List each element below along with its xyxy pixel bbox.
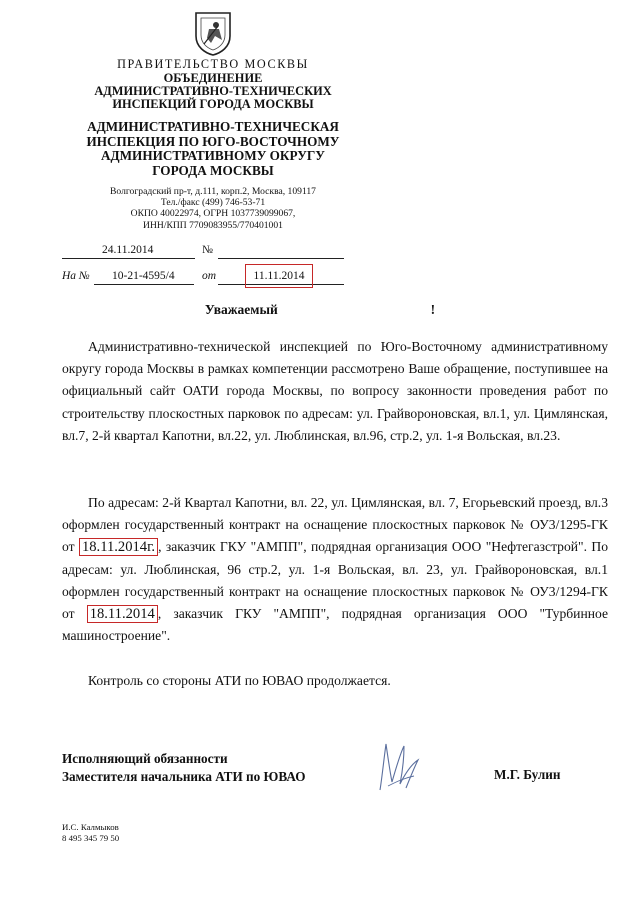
ref-number: 10-21-4595/4 xyxy=(112,270,175,282)
inspection-line: ИНСПЕКЦИЯ ПО ЮГО-ВОСТОЧНОМУ xyxy=(86,133,340,149)
ref-date: 11.11.2014 xyxy=(245,264,313,288)
contract-date-1295: 18.11.2014г. xyxy=(79,538,158,556)
association-line: АДМИНИСТРАТИВНО-ТЕХНИЧЕСКИХ xyxy=(94,84,332,98)
ref-number-field xyxy=(94,271,194,285)
handwritten-signature-icon xyxy=(370,738,430,800)
address-block xyxy=(70,186,356,231)
ref-from-label: от xyxy=(202,270,217,282)
number-field xyxy=(218,245,344,259)
inspection-line: АДМИНИСТРАТИВНОМУ ОКРУГУ xyxy=(101,148,325,164)
paragraph-2: По адресам: 2-й Квартал Капотни, вл. 22, ул. Цимлянская, вл. 7, Егорьевский проезд, вл.3 оформлен государственный контракт на оснащение плоскостных парковок № ОУ3/1295-ГК от 18.11.2014г. , заказчик ГКУ "АМПП", подрядная организация ООО "Нефтегазстрой". По адресам: ул. Люблинская, 96 стр.2, ул. 1-я Вольская, вл. 23, ул. Грайвороновская, вл.1 оформлен государственный контракт на оснащение плоскостных парковок № ОУ3/1294-ГК от 18.11.2014 , заказчик ГКУ "АМПП", подрядная организация ООО "Турбинное машиностроение". xyxy=(62,495,609,644)
contract-date-1294: 18.11.2014 xyxy=(87,605,158,623)
inspection-line: АДМИНИСТРАТИВНО-ТЕХНИЧЕСКАЯ xyxy=(87,119,339,134)
association-line: ИНСПЕКЦИЙ ГОРОДА МОСКВЫ xyxy=(112,97,314,111)
address-line: ИНН/КПП 7709083955/770401001 xyxy=(143,219,283,231)
executor-name: И.С. Калмыков xyxy=(62,822,119,832)
moscow-coat-of-arms-icon xyxy=(192,10,234,56)
address-line: Волгоградский пр-т, д.111, корп.2, Москва, 109117 xyxy=(110,186,316,197)
number-label: № xyxy=(202,244,213,256)
ref-label: На № xyxy=(62,270,90,282)
signatory-title xyxy=(62,750,305,785)
paragraph-2-part-a: По адресам: 2-й Квартал Капотни, вл. 22, ул. Цимлянская, вл. 7, Егорьевский проезд, вл.3 оформлен государственный контракт на оснащение плоскостных парковок № ОУ3/1295-ГК от xyxy=(62,495,608,555)
paragraph-3 xyxy=(62,670,608,692)
greeting-exclamation: ! xyxy=(430,302,436,317)
government-title: ПРАВИТЕЛЬСТВО МОСКВЫ xyxy=(117,57,309,71)
signatory-line: Исполняющий обязанности xyxy=(62,751,228,766)
executor-block xyxy=(62,822,119,844)
greeting-text: Уважаемый xyxy=(204,302,278,317)
executor-phone: 8 495 345 79 50 xyxy=(62,833,120,843)
signer-name: М.Г. Булин xyxy=(494,767,561,782)
paragraph-2-part-b: заказчик ГКУ "АМПП", подрядная организация ООО "Нефтегазстрой". По адресам: ул. Люблинская, 96 стр.2, ул. 1-я Вольская, вл. 23, ул. Грайвороновская, вл.1 оформлен государственный контракт на оснащение плоскостных парковок № ОУ3/1294-ГК от xyxy=(62,539,608,622)
paragraph-1 xyxy=(62,336,608,447)
letter-date: 24.11.2014 xyxy=(102,244,154,256)
date-field xyxy=(62,245,195,259)
paragraph-2-part-c: , заказчик ГКУ "АМПП", подрядная организация ООО "Турбинное машиностроение". xyxy=(62,606,609,644)
inspection-name xyxy=(70,120,356,178)
paragraph-3-text: Контроль со стороны АТИ по ЮВАО продолжается. xyxy=(88,673,391,688)
greeting xyxy=(60,302,580,318)
signatory-line: Заместителя начальника АТИ по ЮВАО xyxy=(62,768,306,784)
address-line: ОКПО 40022974, ОГРН 1037739099067, xyxy=(130,208,296,220)
inspection-line: ГОРОДА МОСКВЫ xyxy=(152,162,274,178)
paragraph-1-text: Административно-технической инспекцией по Юго-Восточному административному округу города Москвы в рамках компетенции рассмотрено Ваше обращение, поступившее на официальный сайт ОАТИ города Москвы, по вопросу законности проведения работ по строительству плоскостных парковок по адресам: ул. Грайвороновская, вл.1, ул. Цимлянская, вл.7, 2-й квартал Капотни, вл.22, ул. Люблинская, вл.96, стр.2, ул. 1-я Вольская, вл.23. xyxy=(62,339,608,443)
association-line: ОБЪЕДИНЕНИЕ xyxy=(163,71,263,85)
address-line: Тел./факс (499) 746-53-71 xyxy=(160,197,266,209)
association-name xyxy=(70,72,356,111)
